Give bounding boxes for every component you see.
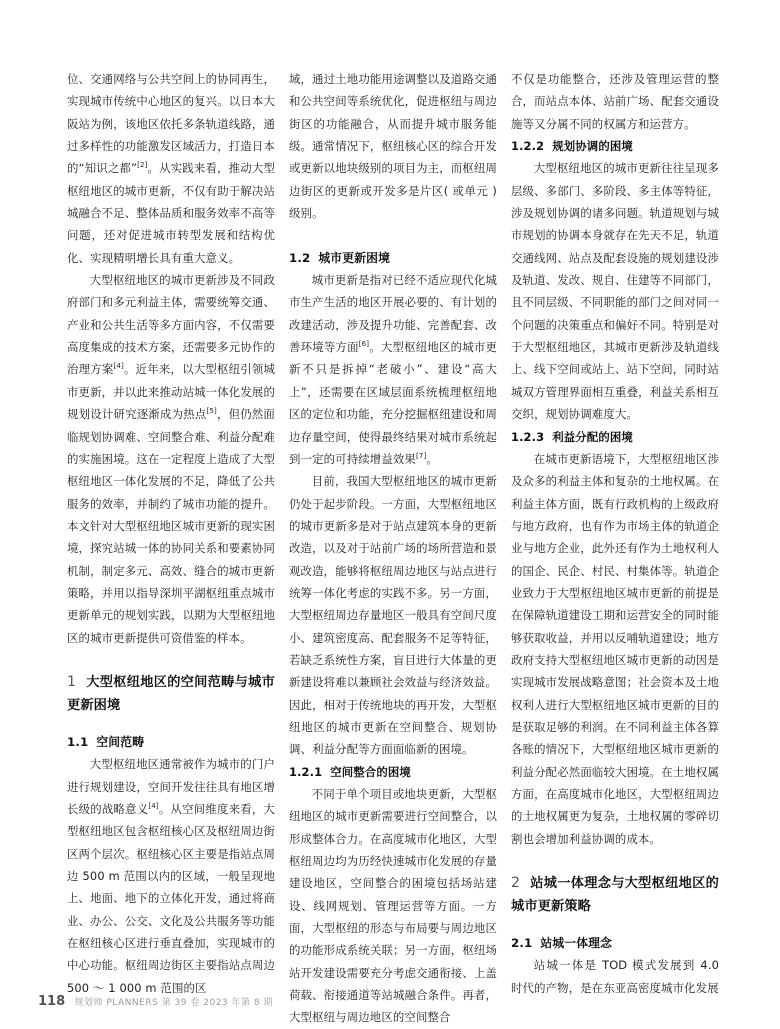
subsection-heading-1-2-2: 1.2.2 规划协调的困境 xyxy=(511,139,633,154)
section-heading-2: 2 站城一体理念与大型枢纽地区的城市更新策略 xyxy=(511,875,719,914)
subsection-heading-1-2: 1.2 城市更新困境 xyxy=(289,250,391,265)
citation: [7] xyxy=(415,451,427,460)
subsection-heading-1-1: 1.1 空间范畴 xyxy=(67,734,145,749)
paragraph: 域，通过土地功能用途调整以及道路交通和公共空间等系统优化，促进枢纽与周边街区的功能融合，从而提升城市服务能级。通常情况下，枢纽核心区的综合开发或更新以地块级别的项目为主，而枢纽周边街区的更新或开发多是片区( 或单元 ) 级别。 xyxy=(289,72,497,221)
paragraph: 目前，我国大型枢纽地区的城市更新仍处于起步阶段。一方面，大型枢纽地区的城市更新多是对于站点建筑本身的更新改造，以及对于站前广场的场所营造和景观改造，能够将枢纽周边地区与站点进行统筹一体化考虑的实践不多。另一方面，大型枢纽周边存量地区一般具有空间尺度小、建筑密度高、配套服务不足等特征，若缺乏系统性方案，盲目进行大体量的更新建设将难以兼顾社会效益与经济效益。因此，相对于传统地块的再开发，大型枢纽地区的城市更新在空间整合、规划协调、利益分配等方面面临新的困境。 xyxy=(289,474,497,757)
subsection-heading-1-2-3: 1.2.3 利益分配的困境 xyxy=(511,429,633,444)
citation: [4] xyxy=(113,362,124,371)
journal-name: 规划师 PLANNERS xyxy=(74,998,159,1008)
paragraph: 不仅是功能整合，还涉及管理运营的整合，而站点本体、站前广场、配套交通设施等又分属不同的权属方和运营方。 xyxy=(511,72,719,131)
volume: 第 39 卷 xyxy=(161,998,200,1008)
subsection-heading-2-1: 2.1 站城一体理念 xyxy=(511,936,613,951)
paragraph: 大型枢纽地区通常被作为城市的门户进行规划建设，空间开发往往具有地区增长级的战略意义[4]。从空间维度来看，大型枢纽地区包含枢纽核心区及枢纽周边街区两个层次。枢纽核心区主要是指站点周边 500 m 范围以内的区域，一般呈现地上、地面、地下的立体化开发，通过将商业、办公、公交、文化及公共服务等功能在枢纽核心区进行垂直叠加，实现城市的中心功能。枢纽周边街区主要指站点周边 500 ～ 1 000 m 范围的区 xyxy=(67,757,275,995)
paragraph: 在城市更新语境下，大型枢纽地区涉及众多的利益主体和复杂的土地权属。在利益主体方面，既有行政机构的上级政府与地方政府，也有作为市场主体的轨道企业与地方企业，此外还有作为土地权利人的国企、民企、村民、村集体等。轨道企业致力于大型枢纽地区城市更新的前提是在保障轨道建设工期和运营安全的同时能够获取收益，并用以反哺轨道建设；地方政府支持大型枢纽地区城市更新的动因是实现城市发展战略意图；社会资本及土地权利人进行大型枢纽地区城市更新的目的是获取足够的利润。在不同利益主体各算各账的情况下，大型枢纽地区城市更新的利益分配必然面临较大困境。在土地权属方面，在高度城市化地区，大型枢纽周边的土地权属更为复杂，土地权属的零碎切割也会增加利益协调的成本。 xyxy=(511,451,719,846)
paragraph: 城市更新是指对已经不适应现代化城市生产生活的地区开展必要的、有计划的改建活动，涉及提升功能、完善配套、改善环境等方面[6]。大型枢纽地区的城市更新不只是拆掉“老破小”、建设“高大上”，还需要在区域层面系统梳理枢纽地区的定位和功能，充分挖掘枢纽建设和周边存量空间，使得最终结果对城市系统起到一定的可持续增益效果[7]。 xyxy=(289,273,497,466)
column-2 xyxy=(289,68,497,1029)
citation: [5] xyxy=(206,407,217,416)
column-3 xyxy=(511,68,719,999)
citation: [6] xyxy=(358,340,370,349)
column-1 xyxy=(67,68,275,999)
paragraph: 大型枢纽地区的城市更新涉及不同政府部门和多元利益主体，需要统筹交通、产业和公共生活等多方面内容，不仅需要高度集成的技术方案，还需要多元协作的治理方案[4]。近年来，以大型枢纽引领城市更新，并以此来推动站城一体化发展的规划设计研究逐渐成为热点[5]，但仍然面临规划协调难、空间整合难、利益分配难的实施困境。这在一定程度上造成了大型枢纽地区一体化发展的不足，降低了公共服务的效率，并制约了城市功能的提升。本文针对大型枢纽地区城市更新的现实困境，探究站城一体的协同关系和要素协同机制，制定多元、高效、缝合的城市更新策略，并用以指导深圳平湖枢纽重点城市更新单元的规划实践，以期为大型枢纽地区的城市更新提供可资借鉴的样本。 xyxy=(67,273,275,645)
citation: [2] xyxy=(137,161,148,170)
section-heading-1: 1 大型枢纽地区的空间范畴与城市更新困境 xyxy=(67,674,275,713)
subsection-heading-1-2-1: 1.2.1 空间整合的困境 xyxy=(289,764,411,779)
citation: [4] xyxy=(148,802,159,810)
paragraph: 站城一体是 TOD 模式发展到 4.0 时代的产物，是在东亚高密度城市化发展 xyxy=(511,958,719,995)
paragraph: 位、交通网络与公共空间上的协同再生，实现城市传统中心地区的复兴。以日本大阪站为例，该地区依托多条轨道线路，通过多样性的功能激发区域活力，打造日本的“知识之都”[2]。从实践来看，推动大型枢纽地区的城市更新，不仅有助于解决站城融合不足、整体品质和服务效率不高等问题，还对促进城市转型发展和结构优化、实现精明增长具有重大意义。 xyxy=(67,72,275,265)
issue: 2023 年第 8 期 xyxy=(203,998,273,1008)
page-footer xyxy=(38,994,273,1009)
page-number: 118 xyxy=(38,994,66,1009)
paragraph: 不同于单个项目或地块更新，大型枢纽地区的城市更新需要进行空间整合，以形成整体合力。在高度城市化地区，大型枢纽周边均为历经快速城市化发展的存量建设地区，空间整合的困境包括场站建设、线网规划、管理运营等方面。一方面，大型枢纽的形态与布局要与周边地区的功能形成系统关联；另一方面，枢纽场站开发建设需要充分考虑交通衔接、上盖荷载、衔接通道等站城融合条件。再者，大型枢纽与周边地区的空间整合 xyxy=(289,787,497,1025)
paragraph: 大型枢纽地区的城市更新往往呈现多层级、多部门、多阶段、多主体等特征，涉及规划协调的诸多问题。轨道规划与城市规划的协调本身就存在先天不足，轨道交通线网、站点及配套设施的规划建设涉及轨道、发改、规自、住建等不同部门，且不同层级、不同职能的部门之间对同一个问题的决策重点和偏好不同。特别是对于大型枢纽地区，其城市更新涉及轨道线上、线下空间或站上、站下空间，同时站城双方管理界面相互重叠，利益关系相互交织，规划协调难度大。 xyxy=(511,161,719,422)
